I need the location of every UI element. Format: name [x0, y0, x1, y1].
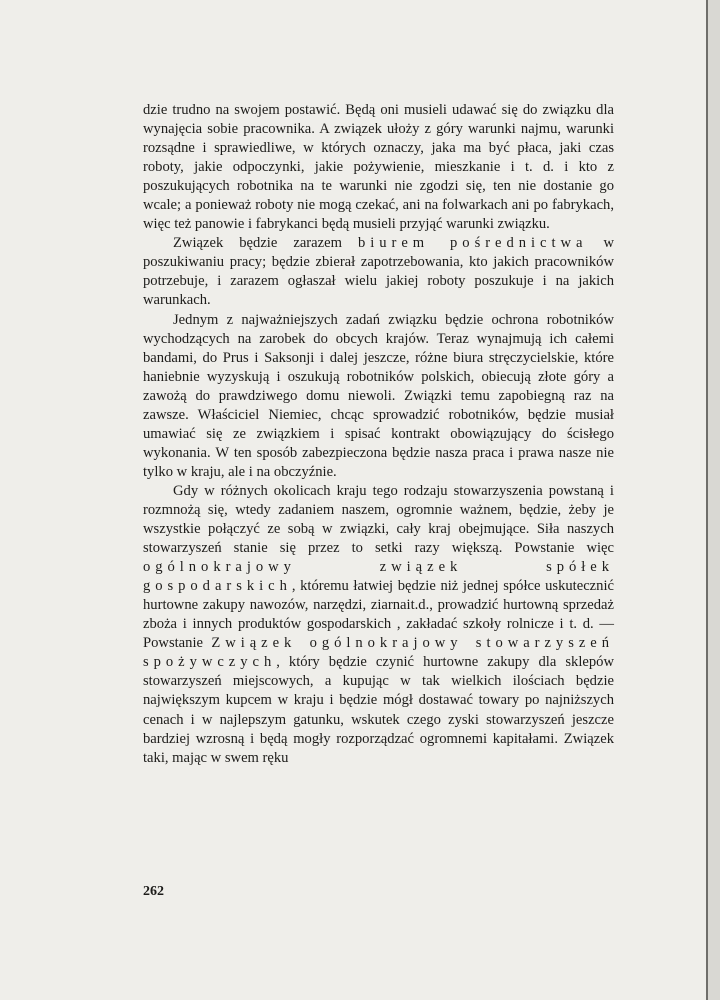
text-run: dzie trudno na swojem postawić. Będą oni musieli udawać się do związku dla wynajęcia sobie pracownika. A związek ułoży z góry warunki najmu, warunki rozsądne i sprawiedliwe, w których oznaczy, jaka ma być płaca, jaki czas roboty, jakie odpoczynki, jakie pożywienie, mieszkanie i t. d. i kto z poszukujących robotnika na te warunki nie zgodzi się, ten nie dostanie go wcale; a ponieważ roboty nie mogą czekać, ani na folwarkach ani po fabrykach, więc też panowie i fabrykanci będą musieli przyjąć warunki związku. — [143, 102, 614, 233]
text-run: w poszukiwaniu pracy; będzie zbierał zapotrzebowania, kto jakich pracowników potrzebuje, i zarazem ogłaszał wielu jakiej roboty poszukuje i na jakich warunkach. — [143, 235, 614, 309]
paragraph — [143, 311, 614, 482]
text-run: Gdy w różnych okolicach kraju tego rodzaju stowarzyszenia powstaną i rozmnożą się, wtedy zadaniem naszem, ogromnie ważnem, będzie, żeby je wszystkie połączyć ze sobą w związki, cały kraj obejmujące. Siła naszych stowarzyszeń stanie się przez to setki razy większą. Powstanie więc — [143, 482, 614, 557]
emphasized-text: biurem pośrednictwa — [357, 235, 588, 252]
paragraph — [143, 482, 614, 768]
text-run: Związek będzie zarazem — [173, 235, 358, 252]
paragraph — [143, 101, 614, 234]
text-run: , który będzie czynić hurtowne zakupy dla sklepów stowarzyszeń miejscowych, a kupując w tak wielkich ilościach będzie największym kupcem w kraju i będzie mógł dostawać towary po najniższych cenach i w najlepszym gatunku, wskutek czego zyski stowarzyszeń jeszcze bardziej wzrosną i będą mogły rozporządzać ogromnemi kapitałami. Związek taki, mając w swem ręku — [143, 654, 614, 766]
paragraph — [143, 234, 614, 310]
emphasized-text: Związek ogólnokrajowy stowarzyszeń spożywczych — [143, 635, 614, 671]
body-text — [143, 101, 614, 768]
text-run: , któremu łatwiej będzie niż jednej spółce uskutecznić hurtowne zakupy nawozów, narzędzi, ziarnait.d., prowadzić hurtowną sprzedaż zboża i innych produktów gospodarskich , zakładać szkoły rolnicze i t. d. — Powstanie — [143, 578, 614, 652]
page-number: 262 — [143, 884, 164, 899]
page-edge — [708, 0, 720, 1000]
emphasized-text: ogólnokrajowy związek spółek gospodarskich — [143, 559, 614, 595]
text-run: Jednym z najważniejszych zadań związku będzie ochrona robotników wychodzących na zarobek do obcych krajów. Teraz wynajmują ich całemi bandami, do Prus i Saksonji i dalej jeszcze, różne biura stręczycielskie, które haniebnie wyzyskują i oszukują robotników polskich, obiecują złote góry a zawożą do prawdziwego domu niewoli. Związki temu zapobiegną raz na zawsze. Właściciel Niemiec, chcąc sprowadzić robotników, będzie musiał umawiać się ze związkiem i spisać kontrakt obowiązujący do ścisłego wykonania. W ten sposób zabezpieczona będzie nasza praca i prawa nasze nie tylko w kraju, ale i na obczyźnie. — [143, 311, 614, 480]
